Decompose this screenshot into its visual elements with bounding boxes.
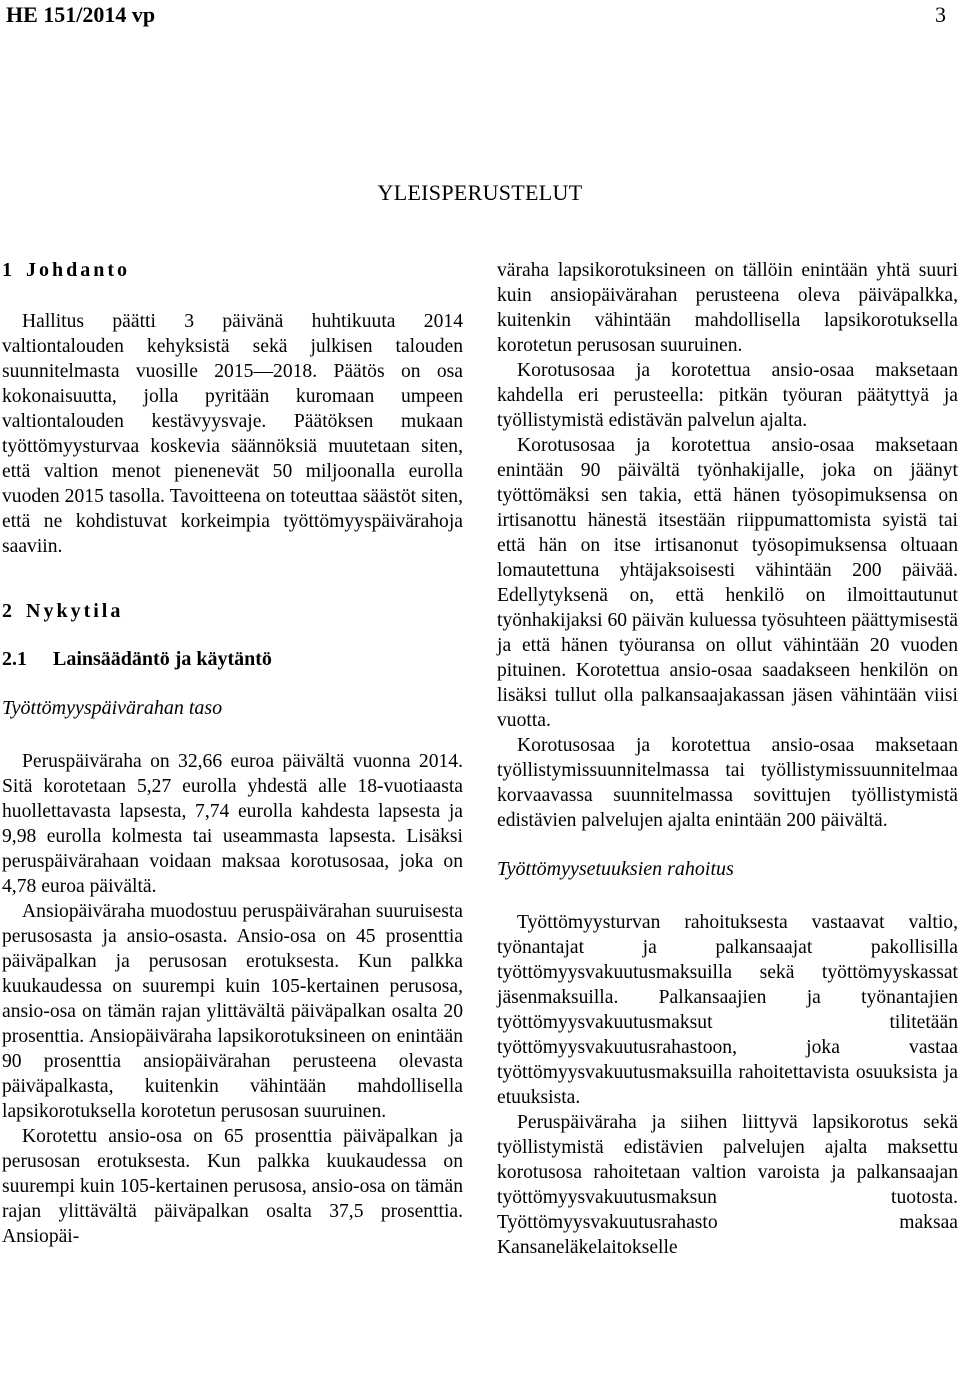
section-number: 2 (2, 600, 12, 622)
left-column (2, 258, 463, 1249)
paragraph: Korotettu ansio-osa on 65 prosenttia päiväpalkan ja perusosan erotuksesta. Kun palkka kuukaudessa on suurempi kuin 105-kertainen perusosa, ansio-osa on tämän rajan ylittävältä päiväpalkan osalta 37,5 prosenttia. Ansiopäi- (2, 1126, 463, 1247)
section-heading-current-state (2, 599, 463, 624)
topic-heading: Työttömyyspäivärahan taso (2, 697, 223, 719)
section-heading-introduction (2, 258, 463, 283)
section-title: Johdanto (26, 259, 131, 281)
section-number: 1 (2, 259, 12, 281)
paragraph: Peruspäiväraha ja siihen liittyvä lapsikorotus sekä työllistymistä edistävien palvelujen ajalta maksettu korotusosa rahoitetaan valtion varoista ja palkansaajan työttömyysvakuutusmaksun tuotosta. Työttömyysvakuutusrahasto maksaa Kansaneläkelaitokselle (497, 1112, 958, 1258)
subsection-number: 2.1 (2, 648, 27, 670)
subsection-heading (2, 647, 463, 672)
topic-heading: Työttömyysetuuksien rahoitus (497, 858, 734, 880)
subsection-title: Lainsäädäntö ja käytäntö (53, 648, 272, 670)
paragraph: Korotusosaa ja korotettua ansio-osaa maksetaan enintään 90 päivältä työnhakijalle, joka on jäänyt työttömäksi sen takia, että hänen työsopimuksensa on irtisanottu hänestä itsestään riippumattomista syistä tai että hän on itse irtisanonut työsopimuksensa oltuaan lomautettuna yhtäjaksoisesti vähintään 200 päivää. Edellytyksenä on, että henkilö on ilmoittautunut työnhakijaksi 60 päivän kuluessa työsuhteen päättymisestä ja että hänen työuransa on ollut vähintään 20 vuoden pituinen. Korotettua ansio-osaa saadakseen henkilön on lisäksi tullut olla palkansaajakassan jäsen vähintään viisi vuotta. (497, 435, 958, 731)
paragraph: Korotusosaa ja korotettua ansio-osaa maksetaan työllistymissuunnitelmassa tai työllistymissuunnitelmaa korvaavassa suunnitelmassa sovittujen työllistymistä edistävien palvelujen ajalta enintään 200 päivältä. (497, 735, 958, 831)
paragraph: Peruspäiväraha on 32,66 euroa päivältä vuonna 2014. Sitä korotetaan 5,27 eurolla yhdestä alle 18-vuotiaasta huollettavasta lapsesta, 7,74 eurolla kahdesta lapsesta ja 9,98 eurolla kolmesta tai useammasta lapsesta. Lisäksi peruspäivärahaan voidaan maksaa korotusosaa, joka on 4,78 euroa päivältä. (2, 751, 463, 897)
page-header (0, 0, 960, 40)
document-id: HE 151/2014 vp (6, 2, 156, 27)
paragraph: väraha lapsikorotuksineen on tällöin enintään yhtä suuri kuin ansiopäivärahan perusteena oleva päiväpalkka, kuitenkin vähintään mahdollisella lapsikorotuksella korotetun perusosan suuruinen. (497, 260, 958, 356)
main-heading: YLEISPERUSTELUT (377, 180, 583, 205)
section-title: Nykytila (26, 600, 124, 622)
paragraph: Hallitus päätti 3 päivänä huhtikuuta 2014 valtiontalouden kehyksistä sekä julkisen talouden suunnitelmasta vuosille 2015—2018. Päätös on osa kokonaisuutta, jolla pyritään kuromaan umpeen valtiontalouden kestävyysvaje. Päätöksen mukaan työttömyysturvaa koskevia säännöksiä muutetaan siten, että valtion menot pienenevät 50 miljoonalla eurolla vuoden 2015 tasolla. Tavoitteena on toteuttaa säästöt siten, että ne kohdistuvat korkeimpia työttömyyspäivärahoja saaviin. (2, 311, 463, 557)
paragraph: Ansiopäiväraha muodostuu peruspäivärahan suuruisesta perusosasta ja ansio-osasta. Ansio-osa on 45 prosenttia päiväpalkan ja perusosan erotuksesta. Kun palkka kuukaudessa on suurempi kuin 105-kertainen perusosa, ansio-osa on tämän rajan ylittävältä päiväpalkan osalta 20 prosenttia. Ansiopäiväraha lapsikorotuksineen on enintään 90 prosenttia ansiopäivärahan perusteena olevasta päiväpalkasta, kuitenkin vähintään mahdollisella lapsikorotuksella korotetun perusosan suuruinen. (2, 901, 463, 1122)
paragraph: Korotusosaa ja korotettua ansio-osaa maksetaan kahdella eri perusteella: pitkän työuran päätyttyä ja työllistymistä edistävän palvelun ajalta. (497, 360, 958, 431)
page-number: 3 (935, 2, 946, 27)
paragraph: Työttömyysturvan rahoituksesta vastaavat valtio, työnantajat ja palkansaajat pakollisilla työttömyysvakuutusmaksuilla sekä työttömyyskassat jäsenmaksuilla. Palkansaajien ja työnantajien työttömyysvakuutusmaksut tilitetään työttömyysvakuutusrahastoon, joka vastaa työttömyysvakuutusmaksuilla rahoitettavista osuuksista ja etuuksista. (497, 912, 958, 1108)
right-column (497, 258, 958, 1260)
